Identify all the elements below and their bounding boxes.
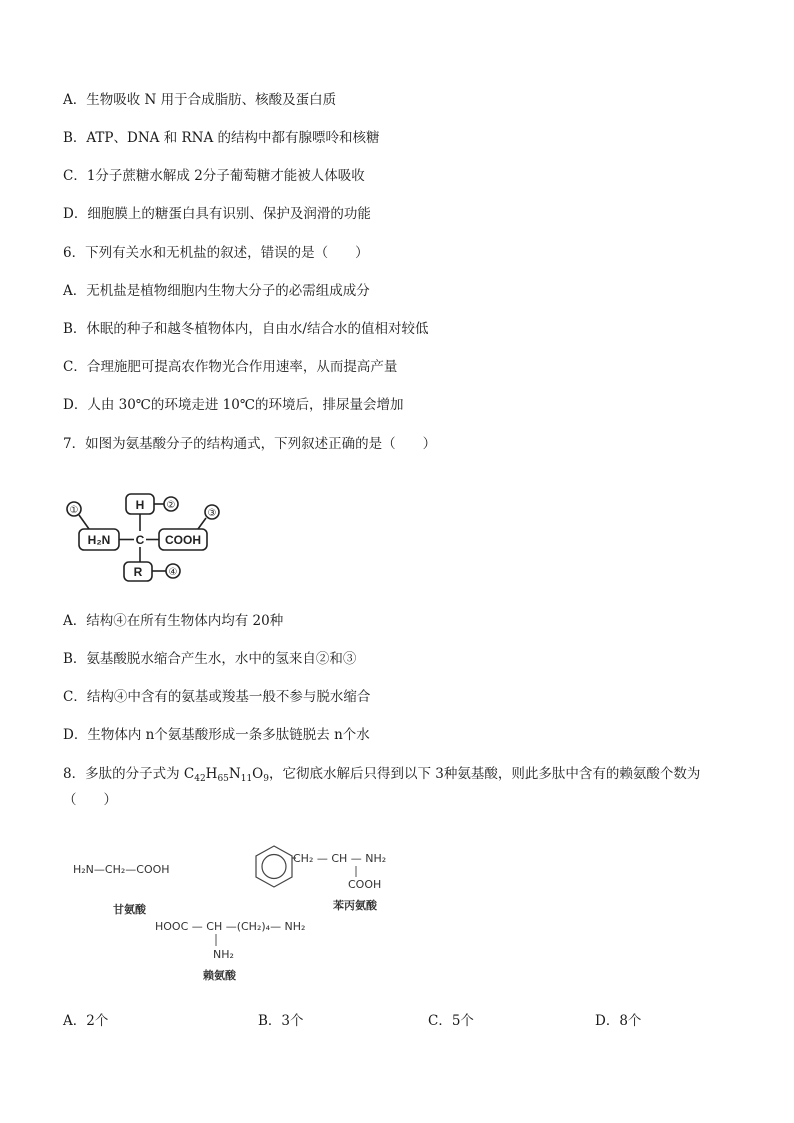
r-group-label: R <box>133 565 143 579</box>
q8-n-count: 11 <box>240 774 253 784</box>
lysine-name: 赖氨酸 <box>203 969 236 982</box>
callout-2-label: ② <box>166 500 176 511</box>
q6-option-a: A．无机盐是植物细胞内生物大分子的必需组成成分 <box>63 283 370 299</box>
q7-option-b: B．氨基酸脱水缩合产生水，水中的氢来自②和③ <box>63 651 357 667</box>
q8-stem-before: 8．多肽的分子式为 C <box>63 766 195 782</box>
q8-o-count: 9 <box>263 774 269 784</box>
q8-h-label: H <box>205 766 218 782</box>
amino-acid-structure-figure <box>62 485 242 583</box>
q8-options <box>0 1009 794 1029</box>
callout-1-label: ① <box>69 505 79 516</box>
phenylalanine-chain: CH₂ — CH — NH₂ <box>293 852 387 865</box>
q7-option-c: C．结构④中含有的氨基或羧基一般不参与脱水缩合 <box>63 689 371 705</box>
phenylalanine-name: 苯丙氨酸 <box>333 899 377 912</box>
q6-option-c: C．合理施肥可提高农作物光合作用速率，从而提高产量 <box>63 359 398 375</box>
glycine-name: 甘氨酸 <box>113 903 146 916</box>
q8-option-a: A．2个 <box>63 1013 109 1029</box>
q8-h-count: 65 <box>217 774 229 784</box>
callout-3-label: ③ <box>207 508 217 519</box>
q5-option-c: C．1分子蔗糖水解成 2分子葡萄糖才能被人体吸收 <box>63 168 365 184</box>
h-group-label: H <box>135 498 145 512</box>
q8-o-label: O <box>252 766 264 782</box>
q5-option-a: A．生物吸收 N 用于合成脂肪、核酸及蛋白质 <box>63 92 337 108</box>
phenylalanine-cooh: COOH <box>348 878 382 891</box>
q8-stem-blank: （ ） <box>63 792 117 808</box>
glycine-formula: H₂N—CH₂—COOH <box>73 863 170 876</box>
q7-option-d: D．生物体内 n个氨基酸形成一条多肽链脱去 n个水 <box>63 727 370 743</box>
q8-option-c: C．5个 <box>428 1013 474 1029</box>
center-carbon-label: C <box>135 533 145 547</box>
q5-option-d: D．细胞膜上的糖蛋白具有识别、保护及润滑的功能 <box>63 206 371 222</box>
q6-option-d: D．人由 30℃的环境走进 10℃的环境后，排尿量会增加 <box>63 397 404 413</box>
callout-4-label: ④ <box>168 567 178 578</box>
q6-option-b: B．休眠的种子和越冬植物体内，自由水/结合水的值相对较低 <box>63 321 429 337</box>
lysine-nh2: NH₂ <box>213 948 234 961</box>
q8-option-d: D．8个 <box>595 1013 642 1029</box>
carboxyl-group-label: COOH <box>165 533 201 547</box>
q8-stem-after: ，它彻底水解后只得到以下 3种氨基酸，则此多肽中含有的赖氨酸个数为 <box>268 766 701 782</box>
q8-c-count: 42 <box>194 774 206 784</box>
q8-n-label: N <box>228 766 241 782</box>
q5-option-b: B．ATP、DNA 和 RNA 的结构中都有腺嘌呤和核糖 <box>63 130 380 146</box>
q7-stem: 7．如图为氨基酸分子的结构通式，下列叙述正确的是（ ） <box>63 436 437 452</box>
lysine-formula: HOOC — CH —(CH₂)₄— NH₂ <box>155 920 306 933</box>
q8-option-b: B．3个 <box>258 1013 304 1029</box>
amino-group-label: H₂N <box>87 533 111 547</box>
q7-option-a: A．结构④在所有生物体内均有 20种 <box>63 613 284 629</box>
amino-acids-figure <box>65 840 445 990</box>
benzene-ring <box>256 846 296 887</box>
q6-stem: 6．下列有关水和无机盐的叙述，错误的是（ ） <box>63 245 369 261</box>
q8-stem <box>63 765 700 783</box>
